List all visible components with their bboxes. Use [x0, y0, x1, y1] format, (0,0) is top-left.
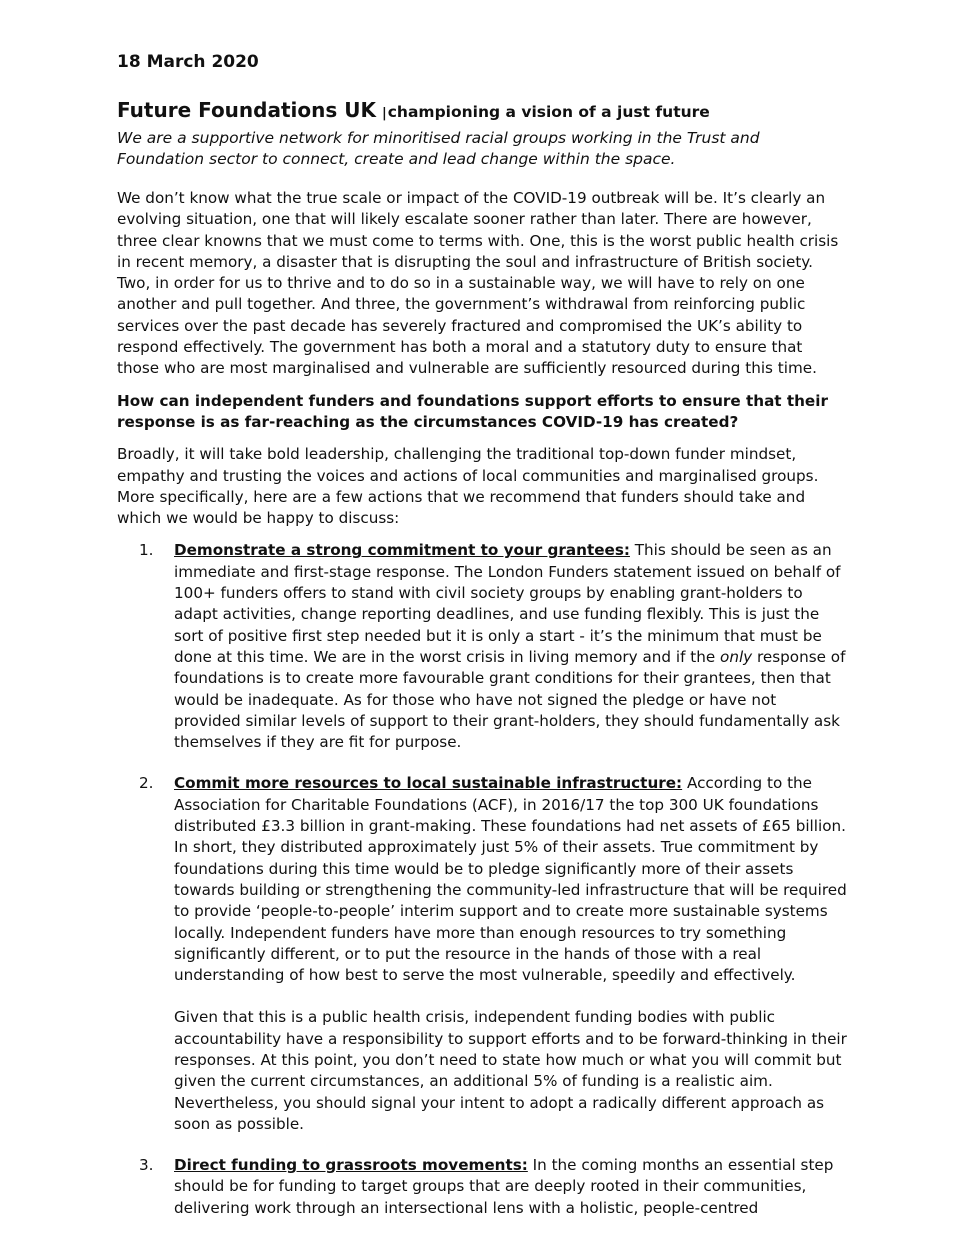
list-item-1	[117, 540, 847, 753]
mission-statement: We are a supportive network for minoritised racial groups working in the Trust and Foundation sector to connect, create and lead change within the space.	[117, 129, 760, 168]
org-tagline: championing a vision of a just future	[387, 103, 710, 121]
title-separator: |	[381, 106, 387, 121]
action-text: According to the Association for Charitable Foundations (ACF), in 2016/17 the top 300 UK foundations distributed £3.3 billion in grant-making. These foundations had net assets of £65 billion. In short, they distributed approximately just 5% of their assets. True commitment by foundations during this time would be to pledge significantly more of their assets towards building or strengthening the community-led infrastructure that will be required to provide ‘people-to-people’ interim support and to create more sustainable systems locally. Independent funders have more than enough resources to try something significantly different, or to put the resource in the hands of those with a real understanding of how best to serve the most vulnerable, speedily and effectively.	[174, 774, 847, 985]
key-question: How can independent funders and foundations support efforts to ensure that their response is as far-reaching as the circumstances COVID-19 has created?	[117, 391, 828, 431]
action-emphasis: only	[720, 647, 753, 666]
list-item-2	[117, 773, 847, 1135]
list-item-3	[117, 1155, 847, 1219]
recommended-actions-list	[117, 540, 847, 1219]
document-date: 18 March 2020	[117, 52, 259, 72]
broadly-paragraph: Broadly, it will take bold leadership, challenging the traditional top-down funder mindset, empathy and trusting the voices and actions of local communities and marginalised groups. More specifically, here are a few actions that we recommend that funders should take and which we would be happy to discuss:	[117, 445, 819, 528]
action-text: In the coming months an essential step should be for funding to target groups that are deeply rooted in their communities, delivering work through an intersectional lens with a holistic, people-centred	[174, 1156, 834, 1217]
list-number: 2.	[139, 774, 154, 793]
org-header	[117, 98, 847, 126]
intro-paragraph: We don’t know what the true scale or impact of the COVID-19 outbreak will be. It’s clearly an evolving situation, one that will likely escalate sooner rather than later. There are however, three clear knowns that we must come to terms with. One, this is the worst public health crisis in recent memory, a disaster that is disrupting the soul and infrastructure of British society. Two, in order for us to thrive and to do so in a sustainable way, we will have to rely on one another and pull together. And three, the government’s withdrawal from reinforcing public services over the past decade has severely fractured and compromised the UK’s ability to respond effectively. The government has both a moral and a statutory duty to ensure that those who are most marginalised and vulnerable are sufficiently resourced during this time.	[117, 189, 839, 378]
action-text: response of foundations is to create more favourable grant conditions for their grantees, then that would be inadequate. As for those who have not signed the pledge or have not provided similar levels of support to their grant-holders, they should fundamentally ask themselves if they are fit for purpose.	[174, 647, 846, 752]
action-heading: Demonstrate a strong commitment to your grantees:	[174, 541, 630, 560]
list-number: 1.	[139, 541, 154, 560]
action-heading: Direct funding to grassroots movements:	[174, 1156, 528, 1175]
list-number: 3.	[139, 1156, 154, 1175]
action-subparagraph: Given that this is a public health crisis, independent funding bodies with public accountability have a responsibility to support efforts and to be forward-thinking in their responses. At this point, you don’t need to state how much or what you will commit but given the current circumstances, an additional 5% of funding is a realistic aim. Nevertheless, you should signal your intent to adopt a radically different approach as soon as possible.	[174, 1008, 847, 1133]
document-page	[117, 50, 847, 1239]
action-heading: Commit more resources to local sustainable infrastructure:	[174, 774, 683, 793]
org-name: Future Foundations UK	[117, 98, 376, 122]
action-text: This should be seen as an immediate and first-stage response. The London Funders statement issued on behalf of 100+ funders offers to stand with civil society groups by enabling grant-holders to adapt activities, change reporting deadlines, and use funding flexibly. This is just the sort of positive first step needed but it is only a start - it’s the minimum that must be done at this time. We are in the worst crisis in living memory and if the	[174, 541, 841, 666]
